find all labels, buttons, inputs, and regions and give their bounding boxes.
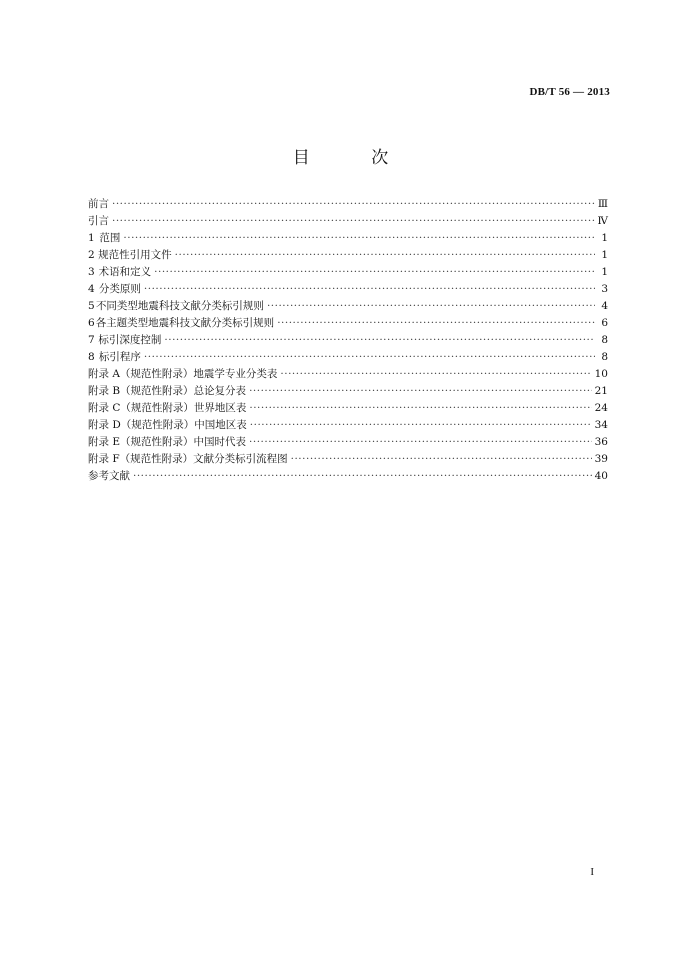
toc-entry-page: 3	[601, 283, 608, 295]
dot-leader	[280, 366, 591, 383]
annex-page: 21	[594, 385, 608, 397]
dot-leader	[133, 468, 592, 485]
toc-title: 目 次	[292, 148, 417, 168]
toc-entry-page: 4	[601, 300, 608, 312]
toc-entry-title: 各主题类型地震科技文献分类标引规则	[95, 317, 275, 329]
toc-entry-number: 2	[88, 249, 95, 261]
dot-leader	[112, 196, 595, 213]
toc-entry-title: 标引程序	[98, 351, 141, 363]
dot-leader	[249, 383, 592, 400]
annex-page: 36	[594, 436, 608, 448]
toc-entry-8[interactable]	[88, 349, 608, 366]
annex-code: 附录 C（规范性附录）	[88, 402, 194, 414]
dot-leader	[112, 213, 595, 230]
dot-leader	[291, 451, 592, 468]
annex-title: 地震学专业分类表	[193, 368, 278, 380]
dot-leader	[277, 315, 595, 332]
toc-entry-number: 5	[88, 300, 95, 312]
toc-entry-title: 前言	[88, 198, 109, 210]
toc-entry-7[interactable]	[88, 332, 608, 349]
toc-annex-f[interactable]	[88, 451, 608, 468]
toc-annex-b[interactable]	[88, 383, 608, 400]
annex-page: 24	[594, 402, 608, 414]
annex-code: 附录 A（规范性附录）	[88, 368, 194, 380]
toc-entry-3[interactable]	[88, 264, 608, 281]
toc-entry-title: 不同类型地震科技文献分类标引规则	[95, 300, 264, 312]
page-number: I	[590, 866, 594, 878]
toc-entry-number: 6	[88, 317, 95, 329]
toc-entry-6[interactable]	[88, 315, 608, 332]
annex-title: 世界地区表	[193, 402, 247, 414]
table-of-contents	[88, 196, 608, 485]
annex-page: 34	[594, 419, 608, 431]
toc-annex-e[interactable]	[88, 434, 608, 451]
annex-title: 总论复分表	[193, 385, 247, 397]
toc-annex-c[interactable]	[88, 400, 608, 417]
dot-leader	[144, 349, 595, 366]
toc-entry-references[interactable]	[88, 468, 608, 485]
toc-entry-page: 40	[594, 470, 608, 482]
toc-entry-title: 规范性引用文件	[98, 249, 172, 261]
toc-entry-4[interactable]	[88, 281, 608, 298]
dot-leader	[250, 417, 592, 434]
dot-leader	[123, 230, 595, 247]
dot-leader	[154, 264, 595, 281]
toc-entry-number: 4	[88, 283, 95, 295]
annex-code: 附录 D（规范性附录）	[88, 419, 195, 431]
toc-entry-page: 1	[601, 266, 608, 278]
toc-entry-page: Ⅳ	[597, 215, 608, 227]
toc-entry-page: 6	[601, 317, 608, 329]
standard-code: DB/T 56 — 2013	[529, 86, 610, 98]
dot-leader	[175, 247, 595, 264]
toc-entry-title: 术语和定义	[98, 266, 152, 278]
toc-entry-title: 标引深度控制	[98, 334, 162, 346]
toc-entry-page: 8	[601, 334, 608, 346]
annex-title: 文献分类标引流程图	[193, 453, 288, 465]
toc-annex-d[interactable]	[88, 417, 608, 434]
toc-entry-page: 8	[601, 351, 608, 363]
annex-code: 附录 F（规范性附录）	[88, 453, 194, 465]
dot-leader	[249, 434, 592, 451]
toc-entry-number: 7	[88, 334, 95, 346]
toc-entry-page: 1	[601, 249, 608, 261]
toc-entry-number: 1	[88, 232, 95, 244]
toc-entry-2[interactable]	[88, 247, 608, 264]
toc-entry-title: 范围	[99, 232, 121, 244]
annex-code: 附录 E（规范性附录）	[88, 436, 194, 448]
annex-title: 中国时代表	[193, 436, 247, 448]
toc-entry-number: 8	[88, 351, 95, 363]
toc-entry-5[interactable]	[88, 298, 608, 315]
toc-entry-page: Ⅲ	[597, 198, 608, 210]
annex-code: 附录 B（规范性附录）	[88, 385, 194, 397]
toc-entry-title: 分类原则	[98, 283, 141, 295]
toc-entry-1[interactable]	[88, 230, 608, 247]
toc-entry-title: 引言	[88, 215, 109, 227]
toc-entry-number: 3	[88, 266, 95, 278]
dot-leader	[144, 281, 595, 298]
annex-title: 中国地区表	[194, 419, 247, 431]
toc-entry-page: 1	[601, 232, 608, 244]
toc-annex-a[interactable]	[88, 366, 608, 383]
dot-leader	[267, 298, 595, 315]
toc-entry-introduction[interactable]	[88, 213, 608, 230]
dot-leader	[249, 400, 591, 417]
toc-entry-foreword[interactable]	[88, 196, 608, 213]
toc-entry-title: 参考文献	[88, 470, 130, 482]
annex-page: 10	[594, 368, 608, 380]
dot-leader	[164, 332, 595, 349]
annex-page: 39	[594, 453, 608, 465]
